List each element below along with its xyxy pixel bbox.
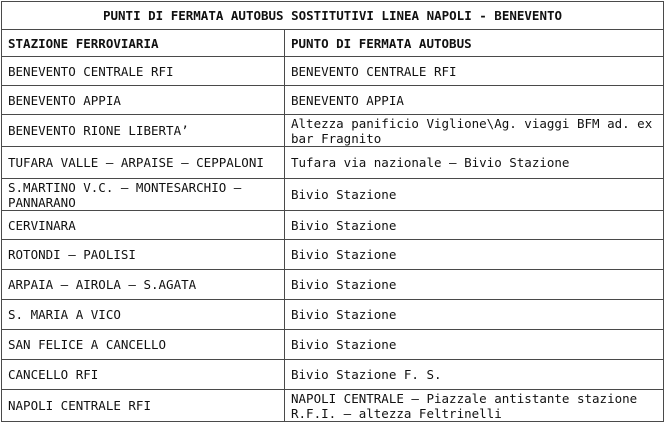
station-cell: BENEVENTO CENTRALE RFI: [2, 57, 285, 86]
stop-cell: BENEVENTO APPIA: [285, 86, 664, 115]
table-title: PUNTI DI FERMATA AUTOBUS SOSTITUTIVI LINEA NAPOLI - BENEVENTO: [2, 2, 664, 30]
station-cell: TUFARA VALLE – ARPAISE – CEPPALONI: [2, 147, 285, 179]
table-row: [2, 179, 664, 211]
table-row: [2, 360, 664, 390]
table-row: [2, 240, 664, 270]
stop-cell: Tufara via nazionale – Bivio Stazione: [285, 147, 664, 179]
stop-cell: Altezza panificio Viglione\Ag. viaggi BFM ad. ex bar Fragnito: [285, 115, 664, 147]
table-row: [2, 270, 664, 300]
table-row: [2, 390, 664, 422]
station-cell: BENEVENTO RIONE LIBERTA’: [2, 115, 285, 147]
stop-cell: Bivio Stazione: [285, 211, 664, 240]
stop-cell: Bivio Stazione: [285, 179, 664, 211]
table-row: [2, 211, 664, 240]
station-cell: S.MARTINO V.C. – MONTESARCHIO – PANNARANO: [2, 179, 285, 211]
table-row: [2, 86, 664, 115]
station-cell: S. MARIA A VICO: [2, 300, 285, 330]
stop-cell: Bivio Stazione: [285, 240, 664, 270]
stop-cell: NAPOLI CENTRALE – Piazzale antistante stazione R.F.I. – altezza Feltrinelli: [285, 390, 664, 422]
stop-cell: Bivio Stazione: [285, 270, 664, 300]
station-cell: BENEVENTO APPIA: [2, 86, 285, 115]
station-cell: CERVINARA: [2, 211, 285, 240]
table-row: [2, 147, 664, 179]
station-cell: NAPOLI CENTRALE RFI: [2, 390, 285, 422]
stop-cell: Bivio Stazione F. S.: [285, 360, 664, 390]
header-stazione: STAZIONE FERROVIARIA: [2, 30, 285, 57]
stop-cell: Bivio Stazione: [285, 300, 664, 330]
table-row: [2, 330, 664, 360]
station-cell: ARPAIA – AIROLA – S.AGATA: [2, 270, 285, 300]
stop-cell: Bivio Stazione: [285, 330, 664, 360]
bus-stops-table: [1, 1, 664, 422]
header-punto-fermata: PUNTO DI FERMATA AUTOBUS: [285, 30, 664, 57]
station-cell: ROTONDI – PAOLISI: [2, 240, 285, 270]
station-cell: SAN FELICE A CANCELLO: [2, 330, 285, 360]
table-row: [2, 300, 664, 330]
table-row: [2, 57, 664, 86]
table-row: [2, 115, 664, 147]
station-cell: CANCELLO RFI: [2, 360, 285, 390]
stop-cell: BENEVENTO CENTRALE RFI: [285, 57, 664, 86]
